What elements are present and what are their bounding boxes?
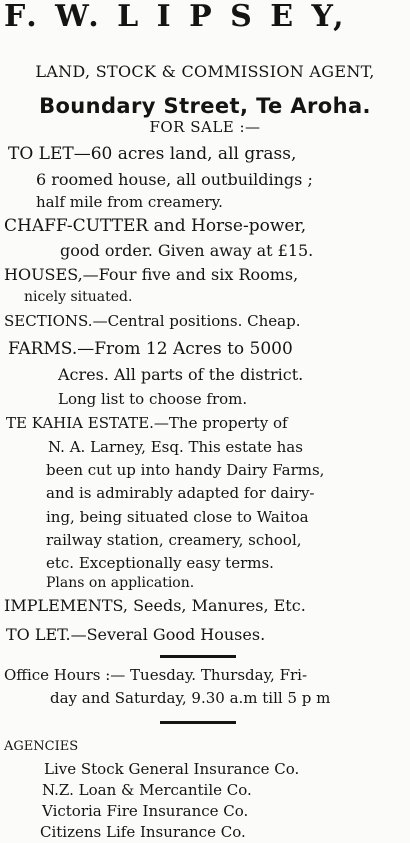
listing-line: SECTIONS.—Central positions. Cheap. <box>4 312 301 330</box>
for-sale-heading: FOR SALE :— <box>149 118 261 136</box>
listing-line: good order. Given away at £15. <box>60 241 314 260</box>
office-hours-line: day and Saturday, 9.30 a.m till 5 p m <box>50 689 331 707</box>
listing-line: Plans on application. <box>46 575 195 591</box>
advertiser-name: F. W. L I P S E Y, <box>4 0 348 34</box>
agency-item: Victoria Fire Insurance Co. <box>42 802 249 820</box>
listing-line: IMPLEMENTS, Seeds, Manures, Etc. <box>4 596 306 615</box>
advertiser-occupation: LAND, STOCK & COMMISSION AGENT, <box>35 62 375 81</box>
divider-rule <box>160 721 236 724</box>
listing-line: nicely situated. <box>24 289 133 305</box>
listing-line: HOUSES,—Four five and six Rooms, <box>4 265 299 284</box>
agencies-heading: AGENCIES <box>4 739 79 754</box>
listing-line: Acres. All parts of the district. <box>58 365 304 384</box>
agency-item: Citizens Life Insurance Co. <box>40 823 246 841</box>
listing-line: FARMS.—From 12 Acres to 5000 <box>8 339 293 359</box>
listing-line: etc. Exceptionally easy terms. <box>46 554 274 572</box>
listing-line: TO LET—60 acres land, all grass, <box>8 144 297 164</box>
divider-rule <box>160 655 236 658</box>
listing-line: and is admirably adapted for dairy- <box>46 484 315 502</box>
listing-line: CHAFF-CUTTER and Horse-power, <box>4 216 307 236</box>
listing-line: TO LET.—Several Good Houses. <box>6 625 266 644</box>
listing-line: Long list to choose from. <box>58 390 248 408</box>
listing-line: TE KAHIA ESTATE.—The property of <box>6 414 288 432</box>
listing-line: half mile from creamery. <box>36 193 223 211</box>
advertiser-address: Boundary Street, Te Aroha. <box>39 94 371 118</box>
listing-line: ing, being situated close to Waitoa <box>46 508 309 526</box>
listing-line: N. A. Larney, Esq. This estate has <box>48 438 303 456</box>
agency-item: N.Z. Loan & Mercantile Co. <box>42 781 252 799</box>
listing-line: railway station, creamery, school, <box>46 531 302 549</box>
listing-line: been cut up into handy Dairy Farms, <box>46 461 325 479</box>
agency-item: Live Stock General Insurance Co. <box>44 760 300 778</box>
listing-line: 6 roomed house, all outbuildings ; <box>36 170 313 189</box>
office-hours-line: Office Hours :— Tuesday. Thursday, Fri- <box>4 666 308 684</box>
